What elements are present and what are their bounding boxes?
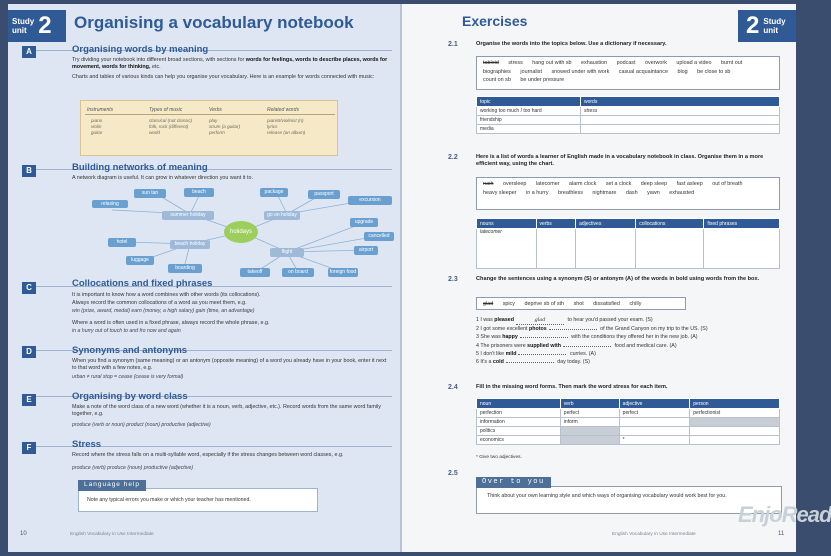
table-row	[477, 125, 780, 134]
study-unit-tab	[8, 10, 66, 42]
section-a-paragraph-2: Charts and tables of various kinds can help you organise your vocabulary. Here is an example for words connected with music:	[72, 74, 375, 80]
language-help-text: Note any typical errors you make or which your teacher has mentioned.	[87, 497, 251, 503]
section-heading-b: Building networks of meaning	[72, 162, 208, 173]
column-header: words	[581, 97, 780, 107]
table-row	[477, 116, 780, 125]
section-badge-c: C	[22, 282, 36, 294]
section-heading-d: Synonyms and antonyms	[72, 345, 188, 356]
column-header: noun	[477, 399, 561, 409]
music-notebook-table	[80, 100, 338, 156]
section-c-paragraph-3: Where a word is often used in a fixed phrase, always record the whole phrase, e.g.	[72, 320, 270, 326]
box-word: be under pressure	[520, 77, 565, 84]
section-badge-f: F	[22, 442, 36, 454]
answer-cell[interactable]	[619, 418, 690, 427]
word-box	[476, 177, 780, 210]
answer-blank[interactable]	[563, 346, 611, 347]
network-node: flight	[270, 248, 304, 257]
book-spread	[8, 4, 831, 552]
watermark-logo: EnjoRead	[738, 502, 831, 527]
column-header: fixed phrases	[704, 219, 780, 229]
box-word: spicy	[502, 301, 515, 307]
table-cell: politics	[477, 427, 561, 436]
table-header-row	[477, 399, 780, 409]
box-word: alarm clock	[569, 181, 597, 187]
exercise-sentence: 4 The prisoners were supplied with food and medical care. (A)	[476, 342, 677, 349]
network-node: beach	[184, 188, 214, 197]
section-badge-d: D	[22, 346, 36, 358]
box-word: journalist	[520, 68, 542, 75]
column-header: adjectives	[576, 219, 636, 229]
section-heading-f: Stress	[72, 439, 102, 450]
network-node: boarding	[168, 264, 202, 273]
sentence-list	[476, 316, 786, 366]
box-word: hang out with sb	[532, 60, 572, 66]
study-unit-tab	[738, 10, 796, 42]
language-help-tab: Language help	[78, 480, 146, 491]
column-header: nouns	[477, 219, 537, 229]
box-word: breathless	[558, 189, 583, 196]
table-cell: perfection	[477, 409, 561, 418]
over-to-you-box	[476, 478, 782, 514]
section-b-paragraph: A network diagram is useful. It can grow in whatever direction you want it to.	[72, 175, 253, 181]
box-word: nightmare	[592, 189, 617, 196]
section-badge-e: E	[22, 394, 36, 406]
left-page	[8, 4, 400, 552]
network-node: go on holiday	[264, 211, 300, 220]
box-word: heavy sleeper	[483, 189, 517, 196]
network-node: upgrade	[350, 218, 378, 227]
page-footer: English Vocabulary in Use Intermediate	[70, 532, 154, 537]
box-word: yawn	[647, 189, 660, 196]
section-a-paragraph-1: Try dividing your notebook into different broad sections, with sections for words for feelings, words to describe places, words for movement, words for thinking, etc.	[72, 57, 388, 71]
table-cell: inform	[560, 418, 619, 427]
footnote: * Give two adjectives.	[476, 455, 522, 460]
column-header: adjective	[619, 399, 690, 409]
unit-number: 2	[38, 12, 52, 39]
section-e-example: produce (verb or noun) product (noun) productive (adjective)	[72, 422, 211, 428]
column-header: person	[690, 399, 780, 409]
study-label: Study	[763, 17, 786, 26]
section-c-example-1: win (prize, award, medal) earn (money, a high salary) gain (time, an advantage)	[72, 308, 255, 314]
right-page	[400, 4, 831, 552]
box-word: shot	[573, 301, 584, 307]
answer-blank[interactable]	[518, 354, 566, 355]
col-header: Types of music	[149, 107, 183, 113]
exercise-sentence: 2 I got some excellent photos of the Grand Canyon on my trip to the US. (S)	[476, 326, 708, 333]
box-word: deep sleep	[640, 181, 668, 187]
answer-cell[interactable]	[581, 125, 780, 134]
network-node: passport	[308, 190, 340, 199]
table-row	[477, 229, 780, 269]
section-c-paragraph-2: Always record the common collocations of a word as you meet them, e.g.	[72, 300, 247, 306]
page-title: Exercises	[462, 13, 528, 29]
page-number: 10	[20, 531, 27, 537]
section-d-paragraph: When you find a synonym (same meaning) or an antonym (opposite meaning) of a word you already have in your book, enter it next to that word with a few notes, e.g.	[72, 358, 387, 372]
section-badge-b: B	[22, 165, 36, 177]
box-word: in a hurry	[526, 189, 549, 196]
section-f-paragraph: Record where the stress falls on a multi-syllable word, especially if the stress changes between word classes, e.g.	[72, 452, 344, 458]
box-word: count on sb	[483, 77, 511, 84]
exercise-number: 2.1	[448, 41, 458, 48]
answer-cell[interactable]	[536, 229, 576, 269]
table-rule	[85, 114, 335, 115]
section-heading-c: Collocations and fixed phrases	[72, 278, 213, 289]
exercise-instruction: Change the sentences using a synonym (S) or antonym (A) of the words in bold using words from the box.	[476, 276, 760, 282]
unit-number: 2	[746, 12, 760, 39]
table-cell: classical (not classic) folk, rock (different) world	[149, 118, 193, 135]
answer-cell[interactable]: latecomer	[477, 229, 537, 269]
column-header: topic	[477, 97, 581, 107]
table-cell: perfect	[560, 409, 619, 418]
network-node: luggage	[126, 256, 154, 265]
column-header: verbs	[536, 219, 576, 229]
word-box	[476, 297, 686, 310]
table-row	[477, 409, 780, 418]
unit-label: unit	[12, 26, 27, 35]
section-c-example-2: in a hurry out of touch to and fro now and again	[72, 328, 181, 334]
answer-blank[interactable]: glad	[516, 316, 564, 325]
box-word: dash	[625, 189, 638, 196]
network-node: takeoff	[240, 268, 270, 277]
column-header: verb	[560, 399, 619, 409]
box-word: deprive sb of sth	[524, 301, 565, 307]
box-word: podcast	[616, 60, 636, 66]
network-node: package	[260, 188, 288, 197]
answer-cell[interactable]: *	[619, 436, 690, 445]
table-cell: working too much / too hard	[477, 107, 581, 116]
table-cell: economics	[477, 436, 561, 445]
network-node: airport	[354, 246, 378, 255]
answer-blank[interactable]	[520, 337, 568, 338]
shaded-cell	[560, 436, 619, 445]
exercise-number: 2.2	[448, 154, 458, 161]
table-cell: perfectionist	[690, 409, 780, 418]
section-heading-a: Organising words by meaning	[72, 44, 209, 55]
answer-cell[interactable]	[690, 427, 780, 436]
box-word: tabloid	[483, 60, 499, 66]
page-title: Organising a vocabulary notebook	[74, 13, 354, 32]
box-word: fast asleep	[676, 181, 703, 187]
hub-node: holidays	[224, 221, 258, 243]
section-badge-a: A	[22, 46, 36, 58]
exercise-instruction: Organise the words into the topics below. Use a dictionary if necessary.	[476, 41, 667, 47]
network-node: cancelled	[364, 232, 394, 241]
answer-blank[interactable]	[549, 329, 597, 330]
table-header-row	[477, 219, 780, 229]
exercise-sentence: 3 She was happy with the conditions they offered her in the new job. (A)	[476, 334, 698, 341]
answer-cell[interactable]	[619, 427, 690, 436]
box-word: set a clock	[605, 181, 632, 187]
box-word: be close to sb	[697, 68, 731, 75]
box-word: latecomer	[535, 181, 560, 187]
answer-cell[interactable]	[704, 229, 780, 269]
table-header-row	[477, 97, 780, 107]
answer-cell[interactable]	[581, 116, 780, 125]
box-word: overwork	[645, 60, 667, 66]
box-word: snowed under with work	[551, 68, 610, 75]
answer-cell[interactable]	[690, 436, 780, 445]
section-heading-e: Organising by word class	[72, 391, 188, 402]
box-word: blog	[677, 68, 688, 75]
box-word: dissatisfied	[593, 301, 620, 307]
answer-cell[interactable]	[576, 229, 636, 269]
network-node: foreign food	[329, 269, 357, 275]
col-header: Instruments	[87, 107, 114, 113]
table-cell: information	[477, 418, 561, 427]
answer-cell[interactable]	[636, 229, 704, 269]
box-word: rush	[483, 181, 494, 187]
over-to-you-tab: Over to you	[476, 477, 551, 488]
box-word: upload a video	[676, 60, 712, 66]
network-node: sun tan	[134, 189, 166, 198]
page-footer: English Vocabulary in Use Intermediate	[612, 532, 696, 537]
exercise-number: 2.3	[448, 276, 458, 283]
col-header: Verbs	[209, 107, 222, 113]
network-node: beach holiday	[170, 240, 210, 249]
answer-cell[interactable]: stress	[581, 107, 780, 116]
study-label: Study	[12, 17, 35, 26]
table-cell: play strum (a guitar) perform	[209, 118, 241, 135]
column-header: collocations	[636, 219, 704, 229]
box-word: burnt out	[720, 60, 743, 66]
section-e-paragraph: Make a note of the word class of a new word (whether it is a noun, verb, adjective, etc.). Record words from the same word family together, e.g.	[72, 404, 381, 418]
exercise-sentence: 1 I was pleased glad to hear you'd passed your exam. (S)	[476, 316, 786, 325]
topic-table	[476, 96, 780, 134]
exercise-number: 2.5	[448, 470, 458, 477]
table-row	[477, 436, 780, 445]
box-word: glad	[483, 301, 494, 307]
box-word: exhausted	[669, 189, 695, 196]
word-class-chart	[476, 218, 780, 269]
exercise-sentence: 5 I don't like mild curries. (A)	[476, 350, 596, 357]
section-c-paragraph-1: It is important to know how a word combines with other words (its collocations).	[72, 292, 261, 298]
table-row	[477, 427, 780, 436]
network-node: excursion	[348, 196, 392, 205]
box-word: chilly	[629, 301, 642, 307]
word-forms-table	[476, 398, 780, 445]
box-word: biographies	[483, 68, 511, 75]
exercise-instruction: Here is a list of words a learner of English made in a vocabulary notebook in class. Organise them in a more efficient way, using the chart.	[476, 154, 764, 168]
shaded-cell	[690, 418, 780, 427]
left-header	[8, 10, 400, 42]
exercise-sentence: 6 It's a cold day today. (S)	[476, 359, 590, 366]
unit-label: unit	[763, 26, 779, 35]
answer-blank[interactable]	[506, 362, 554, 363]
network-diagram	[72, 184, 396, 282]
table-row	[477, 418, 780, 427]
language-help-box	[78, 481, 318, 512]
network-node: summer holiday	[162, 211, 214, 220]
table-cell: media	[477, 125, 581, 134]
table-cell: friendship	[477, 116, 581, 125]
exercise-number: 2.4	[448, 384, 458, 391]
table-cell: perfect	[619, 409, 690, 418]
col-header: Related words	[267, 107, 299, 113]
exercise-instruction: Fill in the missing word forms. Then mark the word stress for each item.	[476, 384, 668, 390]
network-node: relaxing	[92, 200, 128, 208]
table-row	[477, 107, 780, 116]
box-word: oversleep	[503, 181, 527, 187]
section-d-example: urban ≠ rural stop = cease (cease is very formal)	[72, 374, 184, 380]
box-word: exhaustion	[581, 60, 608, 66]
section-f-example: produce (verb) produce (noun) productive (adjective)	[72, 465, 194, 471]
box-word: casual acquaintance	[618, 68, 668, 75]
network-node: on board	[282, 268, 314, 277]
table-cell: piano violin guitar	[91, 118, 103, 135]
box-word: out of breath	[712, 181, 743, 187]
over-to-you-text: Think about your own learning style and which ways of organising vocabulary would work best for you.	[487, 493, 727, 499]
box-word: stress	[508, 60, 523, 66]
shaded-cell	[560, 427, 619, 436]
network-node: hotel	[108, 238, 136, 247]
word-box	[476, 56, 780, 90]
page-number: 11	[778, 531, 785, 537]
table-cell: pianist/violinist (n) lyrics release (an album)	[267, 118, 306, 135]
